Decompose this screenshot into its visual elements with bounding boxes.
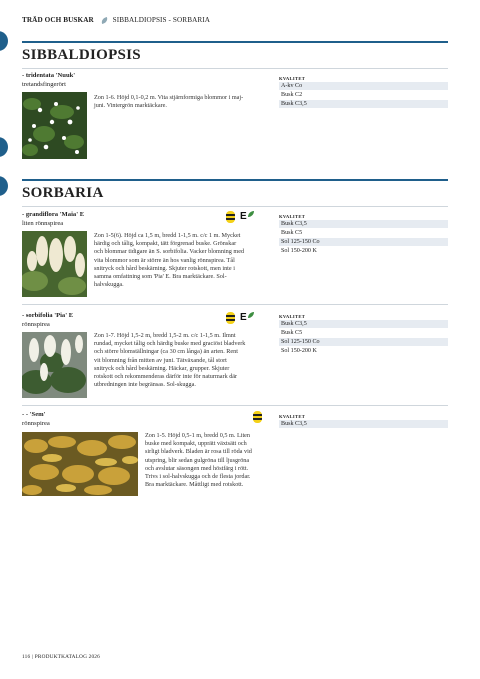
bee-icon [226,211,235,223]
quality-list [279,76,448,109]
desc-line: Bra marktäckare. Måttligt med rotskott. [145,481,244,489]
quality-header: KVALITET [279,414,306,419]
quality-header: KVALITET [279,76,306,81]
plant-description [145,432,280,489]
divider [22,68,448,69]
divider [22,304,448,305]
eco-e-icon: E [240,211,254,222]
plant-description [94,332,274,389]
page-footer [22,654,100,660]
desc-line: Zon 1-5(6). Höjd ca 1,5 m, bredd 1-1,5 m. c/c 1 m. Mycket [94,232,241,239]
quality-row: Busk C2 [279,91,448,100]
quality-row: Sol 150-200 K [279,247,448,256]
plant-name-block [22,72,75,89]
desc-line: samma omfattning som 'Pia' E. Bra marktäckare. Sol- [94,273,227,281]
desc-line: vita blommor som är större än hos vanlig rönnspirea. Tål [94,256,235,264]
quality-row: Sol 125-150 Co [279,338,448,347]
plant-common-name: rönnspirea [22,419,50,427]
quality-row: Busk C3,5 [279,220,448,229]
quality-header: KVALITET [279,314,306,319]
section-title: SIBBALDIOPSIS [22,47,141,63]
section-tab [0,176,8,196]
desc-line: Zon 1-6. Höjd 0,1-0,2 m. Vita stjärnformiga blommor i maj- [94,94,244,101]
desc-line: och avslutar säsongen med höstfärg i rött. [145,464,249,472]
plant-name-block [22,211,84,228]
eco-e-icon: E [240,312,254,323]
quality-row: Busk C3,5 [279,100,448,109]
plant-name: - tridentata 'Nuuk' [22,72,76,79]
footer-separator: | [31,654,34,660]
desc-line: sirligt bladverk. Bladen är rosa till röda vid [145,448,252,456]
quality-row: Sol 150-200 K [279,347,448,356]
desc-line: utbredningen inte begränsas. Sol-skugga. [94,381,196,389]
plant-name-block [22,312,73,329]
quality-list [279,314,448,356]
plant-description [94,232,274,289]
plant-common-name: rönnspirea [22,320,50,328]
quality-row: Sol 125-150 Co [279,238,448,247]
desc-line: halvskugga. [94,281,124,289]
desc-line: buske med kompakt, upprätt växtsätt och [145,440,247,448]
header-breadcrumb: SIBBALDIOPSIS - SORBARIA [112,16,211,24]
bee-icon [226,312,235,324]
desc-line: vit blomning från mitten av juni. Tätväxande, tål stort [94,356,227,364]
desc-line: och större blomställningar (ca 30 cm långa) än arten. Rent [94,348,238,356]
desc-line: härdig och tålig, kompakt, tätt förgrenad buske. Grönskar [94,240,237,248]
plant-name: - grandiflora 'Maia' E [22,211,85,218]
desc-line: juni. Vintergrön marktäckare. [94,102,167,110]
plant-photo-sem [22,432,138,496]
page-number: 116 [22,654,31,660]
quality-list [279,414,448,429]
desc-line: Trivs i sol-halvskugga och de flesta jordar. [145,473,251,481]
divider [22,206,448,207]
plant-photo-maia [22,231,87,297]
section-tab [0,31,8,51]
header-category: TRÄD OCH BUSKAR [22,16,94,24]
desc-line: snitryck och hård beskärning. Häckar, grupper. Skjuter [94,364,230,372]
desc-line: rundad, mycket tålig och härdig buske med graciöst bladverk [94,340,246,348]
plant-photo-pia [22,332,87,398]
leaf-icon [100,17,108,24]
quality-row: Busk C5 [279,329,448,338]
quality-header: KVALITET [279,214,306,219]
desc-line: utspring, blir sedan gulgröna till ljusgröna [145,456,250,464]
desc-line: Zon 1-7. Höjd 1,5-2 m, bredd 1,5-2 m. c/c 1-1,5 m. Ilmnt [94,332,236,339]
quality-row: Busk C3,5 [279,320,448,329]
section-rule [22,179,448,181]
plant-common-name: liten rönnspirea [22,219,64,227]
plant-photo-nuuk [22,92,87,159]
divider [22,405,448,406]
quality-row: Busk C3,5 [279,420,448,429]
section-title: SORBARIA [22,185,104,201]
desc-line: snitryck och hård beskärning. Skjuter rotskott, men inte i [94,264,235,272]
quality-row: Busk C5 [279,229,448,238]
footer-catalog: PRODUKTKATALOG 2026 [34,654,101,660]
section-rule [22,41,448,43]
desc-line: och blommar tidigare än S. sorbifolia. Vacker blomning med [94,248,245,256]
quality-row: A-kv Co [279,82,448,91]
plant-description [94,94,274,110]
plant-name: - sorbifolia 'Pia' E [22,312,74,319]
plant-common-name: tretandsfingerört [22,80,66,88]
plant-name: - - 'Sem' [22,411,46,418]
section-tab [0,137,8,157]
desc-line: rotskott och rekommenderas därför inte för naturmark där [94,373,238,381]
desc-line: Zon 1-5. Höjd 0,5-1 m, bredd 0,5 m. Liten [145,432,251,439]
page-header [22,16,210,24]
plant-name-block [22,411,50,428]
bee-icon [253,411,262,423]
quality-list [279,214,448,256]
